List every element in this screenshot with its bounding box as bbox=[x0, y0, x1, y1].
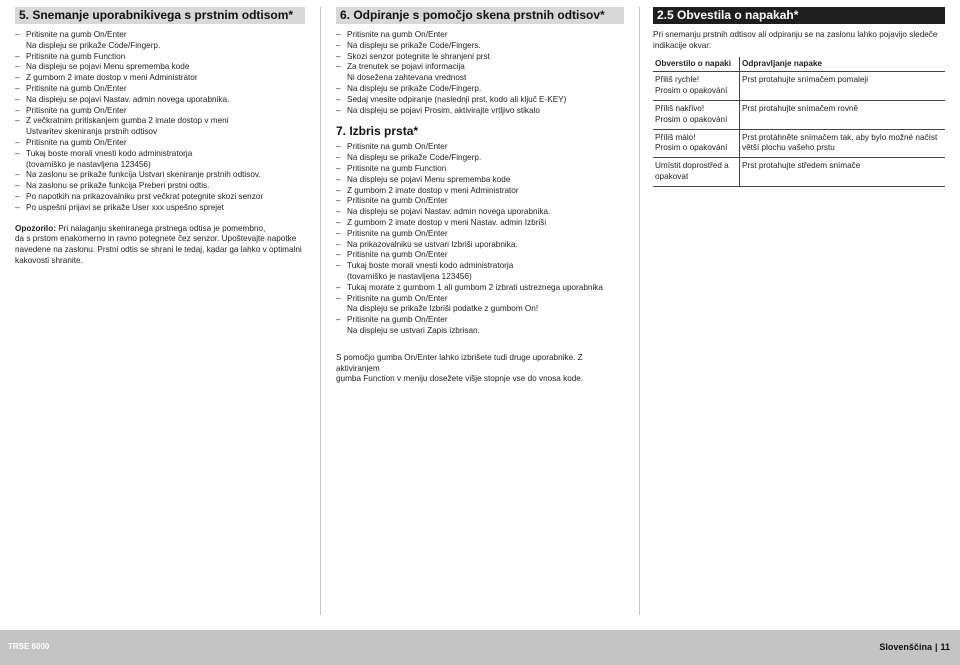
warning-text: Pri nalaganju skeniranega prstnega odtisa je pomembno, bbox=[55, 223, 266, 233]
step-item: – Na displeju se prikaže Code/Fingerp. bbox=[336, 84, 624, 95]
cell-line: opakovat bbox=[655, 171, 689, 181]
cell-line: Příliš málo! bbox=[655, 132, 696, 142]
step-item: – Skozi senzor potegnite le shranjeni prst bbox=[336, 52, 624, 63]
step-item: – Za trenutek se pojavi informacija bbox=[336, 62, 624, 73]
step-item: – Na displeju se pojavi Nastav. admin novega uporabnika. bbox=[15, 95, 305, 106]
remedy-cell bbox=[740, 100, 946, 129]
page-info bbox=[879, 642, 950, 652]
step-item: – Na displeju se pojavi Nastav. admin novega uporabnika. bbox=[336, 207, 624, 218]
step-item: – Na zaslonu se prikaže funkcija Ustvari skeniranje prstnih odtisov. bbox=[15, 170, 305, 181]
step-item: – Na displeju se pojavi Prosim, aktivirajte vrtljivo stikalo bbox=[336, 106, 624, 117]
step-item: – Z gumbom 2 imate dostop v meni Administrator bbox=[336, 186, 624, 197]
step-item: – Pritisnite na gumb On/Enter bbox=[15, 84, 305, 95]
step-item: – Po napotkih na prikazovalniku prst večkrat potegnite skozi senzor bbox=[15, 192, 305, 203]
cell-line: Umístit doprostřed a bbox=[655, 161, 729, 171]
paragraph-line: gumba Function v meniju dosežete višje stopnje vse do vnosa kode. bbox=[336, 374, 584, 384]
table-header: Odpravljanje napake bbox=[740, 57, 946, 72]
column-divider bbox=[639, 7, 640, 615]
intro-line: indikacije okvar: bbox=[653, 40, 712, 50]
error-message-cell bbox=[653, 100, 740, 129]
warning-lines bbox=[15, 234, 305, 266]
step-item: – Pritisnite na gumb On/Enter bbox=[15, 138, 305, 149]
step-item: – Z gumbom 2 imate dostop v meni Nastav. admin Izbriši bbox=[336, 218, 624, 229]
error-message-cell bbox=[653, 129, 740, 158]
remedy-cell bbox=[740, 158, 946, 187]
step-item: – Na displeju se prikaže Code/Fingerp. bbox=[336, 153, 624, 164]
section-error-messages bbox=[653, 7, 945, 187]
cell-line: Přiliš rychle! bbox=[655, 75, 700, 85]
language-label: Slovenščina bbox=[879, 642, 932, 652]
cell-line: Prosim o opakování bbox=[655, 86, 728, 96]
step-item: – Pritisnite na gumb On/Enter bbox=[336, 142, 624, 153]
table-row bbox=[653, 100, 945, 129]
cell-line: Prst protahujte snímačem pomaleji bbox=[742, 75, 869, 85]
cell-line: Prst protahujte středem snímače bbox=[742, 161, 861, 171]
step-item: – Pritisnite na gumb Function bbox=[15, 52, 305, 63]
cell-line: Prosim o opakování bbox=[655, 143, 728, 153]
step-item: – Pritisnite na gumb On/Enter bbox=[336, 30, 624, 41]
section-title: 6. Odpiranje s pomočjo skena prstnih odtisov* bbox=[336, 7, 624, 24]
separator: | bbox=[934, 642, 938, 652]
table-row bbox=[653, 129, 945, 158]
error-table bbox=[653, 57, 945, 187]
page-footer bbox=[0, 630, 960, 665]
step-item: Na displeju se ustvari Zapis izbrisan. bbox=[347, 325, 480, 335]
step-item: – Na zaslonu se prikaže funkcija Preberi prstni odtis. bbox=[15, 181, 305, 192]
step-item: – Pritisnite na gumb On/Enter bbox=[336, 294, 624, 305]
step-item: – Pritisnite na gumb On/Enter bbox=[15, 30, 305, 41]
step-item: – Pritisnite na gumb Function bbox=[336, 164, 624, 175]
step-item: (tovarniško je nastavljena 123456) bbox=[26, 159, 151, 169]
section-fingerprint-open bbox=[336, 7, 624, 385]
intro-text bbox=[653, 30, 945, 52]
subsection-title: 7. Izbris prsta* bbox=[336, 124, 419, 139]
remedy-cell bbox=[740, 129, 946, 158]
warning-line: navedene na zaslonu. Prstni odtis se shrani le tedaj, kadar ga lahko v optimalni bbox=[15, 245, 302, 255]
cell-line: větší plochu vašeho prstu bbox=[742, 143, 835, 153]
step-item: – Pritisnite na gumb On/Enter bbox=[15, 106, 305, 117]
step-list bbox=[15, 30, 305, 214]
cell-line: Prst protáhněte snímačem tak, aby bylo možné načíst bbox=[742, 132, 938, 142]
intro-line: Pri snemanju prstnih odtisov ali odpiranju se na zaslonu lahko pojavijo sledeče bbox=[653, 30, 938, 39]
cell-line: Příliš nakřivo! bbox=[655, 103, 705, 113]
table-row bbox=[653, 158, 945, 187]
warning-line: da s prstom enakomerno in ravno potegnete čez senzor. Upoštevajte napotke bbox=[15, 234, 297, 244]
error-message-cell bbox=[653, 158, 740, 187]
step-item: – Tukaj boste morali vnesti kodo administratorja bbox=[336, 261, 624, 272]
paragraph bbox=[336, 353, 624, 385]
step-item: (tovarniško je nastavljena 123456) bbox=[347, 271, 472, 281]
error-message-cell bbox=[653, 72, 740, 101]
step-item: Na displeju se prikaže Izbriši podatke z gumbom On! bbox=[347, 304, 539, 314]
warning-label: Opozorilo: bbox=[15, 223, 56, 233]
step-item: – Po uspešni prijavi se prikaže User xxx uspešno sprejet bbox=[15, 203, 305, 214]
paragraph-line: S pomočjo gumba On/Enter lahko izbrišete tudi druge uporabnike. Z aktiviranjem bbox=[336, 352, 583, 373]
step-item: – Tukaj boste morali vnesti kodo administratorja bbox=[15, 149, 305, 160]
step-item: Na displeju se prikaže Code/Fingerp. bbox=[26, 40, 161, 50]
step-item: – Pritisnite na gumb On/Enter bbox=[336, 229, 624, 240]
step-list bbox=[336, 30, 624, 116]
step-item: – Pritisnite na gumb On/Enter bbox=[336, 250, 624, 261]
section-fingerprint-enrollment bbox=[15, 7, 305, 267]
table-header: Obverstilo o napaki bbox=[653, 57, 740, 72]
column-divider bbox=[320, 7, 321, 615]
step-item: – Sedaj vnesite odpiranje (naslednji prst, kodo ali ključ E-KEY) bbox=[336, 95, 624, 106]
warning-note bbox=[15, 224, 305, 267]
remedy-cell bbox=[740, 72, 946, 101]
step-item: – Pritisnite na gumb On/Enter bbox=[336, 315, 624, 326]
step-item: – Z gumbom 2 imate dostop v meni Administrator bbox=[15, 73, 305, 84]
step-item: – Na displeju se pojavi Menu sprememba kode bbox=[336, 175, 624, 186]
step-item: – Na prikazovalniku se ustvari Izbriši uporabnika. bbox=[336, 240, 624, 251]
cell-line: Prosim o opakování bbox=[655, 114, 728, 124]
step-list bbox=[336, 142, 624, 336]
page-number: 11 bbox=[940, 642, 950, 652]
step-item: – Z večkratnim pritiskanjem gumba 2 imate dostop v meni bbox=[15, 116, 305, 127]
step-item: Ni dosežena zahtevana vrednost bbox=[347, 73, 467, 83]
cell-line: Prst protahujte snímačem rovně bbox=[742, 103, 859, 113]
table-row bbox=[653, 72, 945, 101]
step-item: – Pritisnite na gumb On/Enter bbox=[336, 196, 624, 207]
section-title: 5. Snemanje uporabnikivega s prstnim odtisom* bbox=[15, 7, 305, 24]
product-name: TRSE 6000 bbox=[8, 642, 50, 651]
step-item: – Tukaj morate z gumbom 1 ali gumbom 2 izbrati ustreznega uporabnika bbox=[336, 283, 624, 294]
section-title: 2.5 Obvestila o napakah* bbox=[653, 7, 945, 24]
step-item: – Na displeju se pojavi Menu sprememba kode bbox=[15, 62, 305, 73]
warning-line: kakovosti shranite. bbox=[15, 255, 83, 265]
step-item: – Na displeju se prikaže Code/Fingers. bbox=[336, 41, 624, 52]
step-item: Ustvaritev skeniranja prstnih odtisov bbox=[26, 127, 158, 137]
